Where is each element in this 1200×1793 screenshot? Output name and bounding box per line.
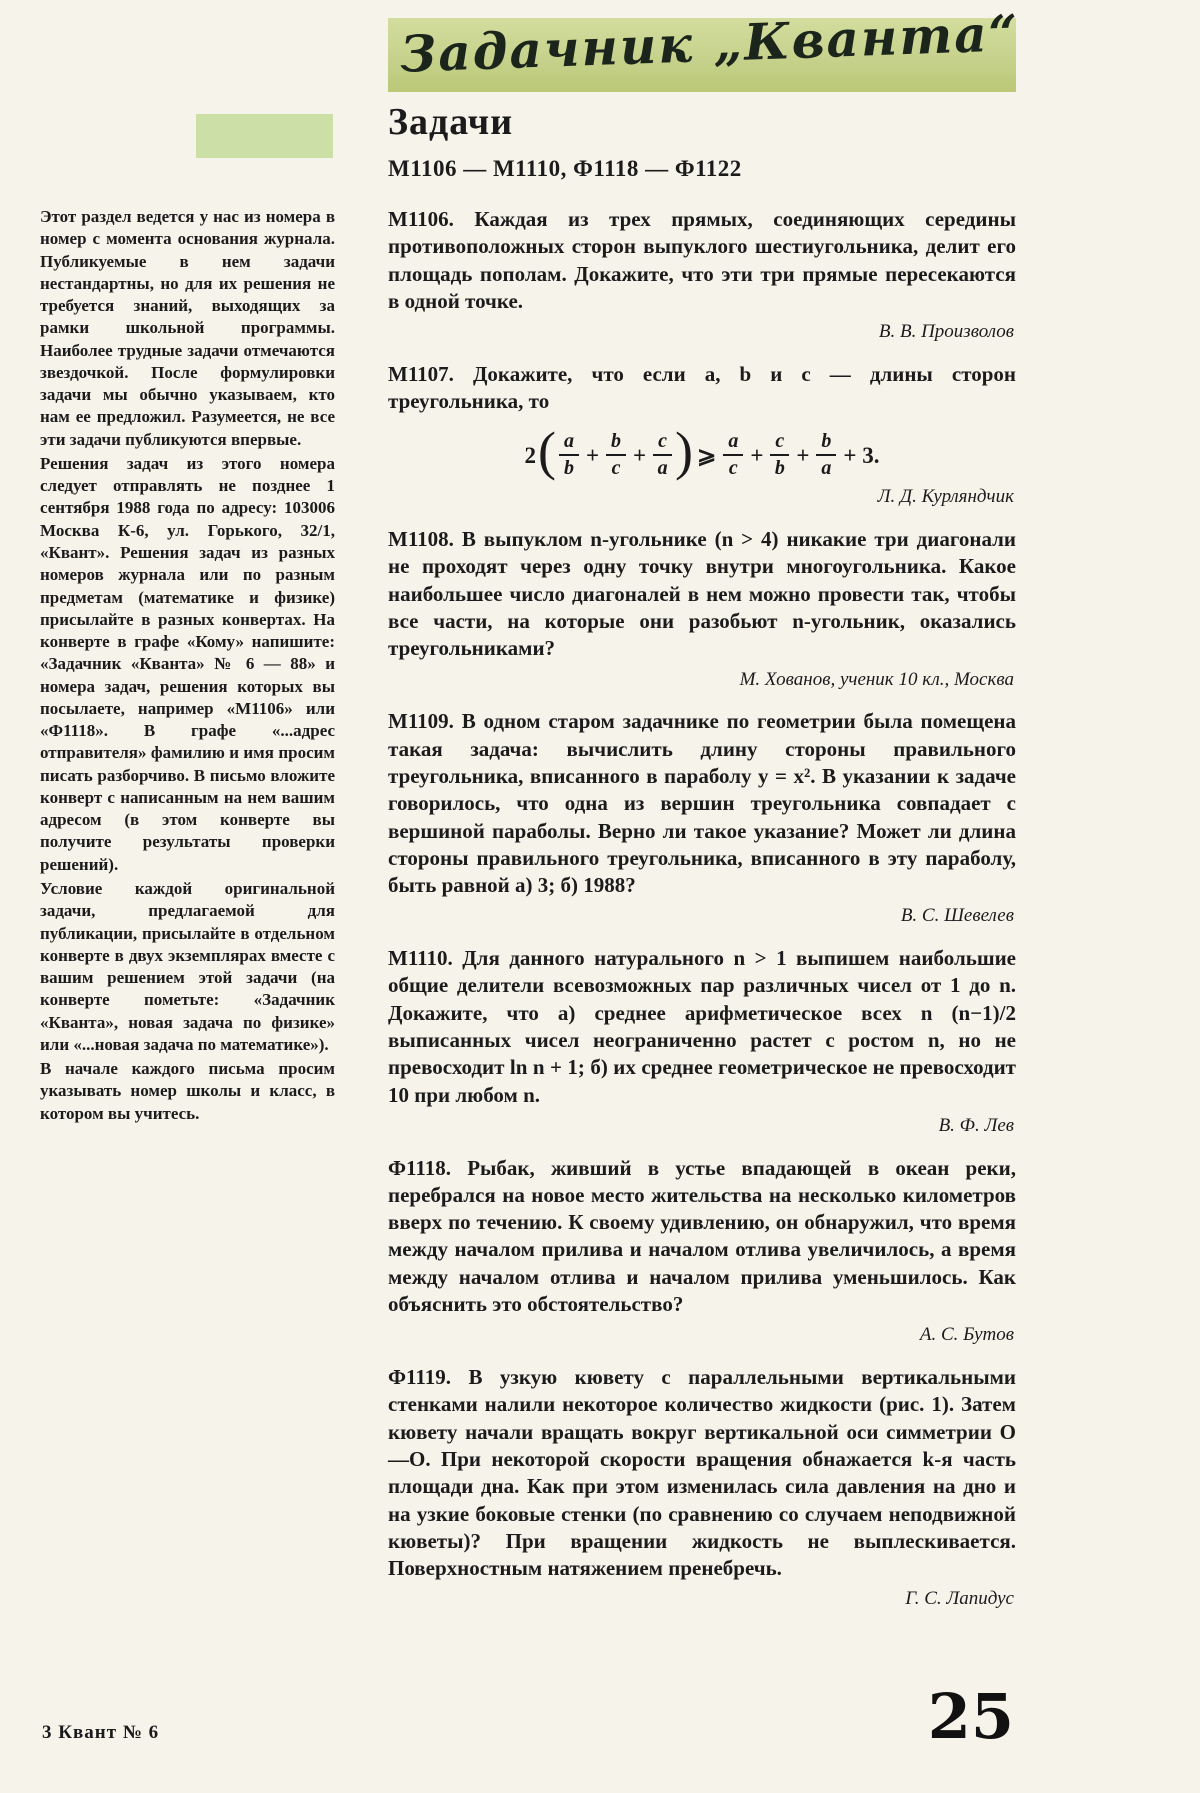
problem-author: Л. Д. Курляндчик: [877, 486, 1014, 508]
problem-statement: [388, 1155, 1016, 1319]
editorial-paragraph: В начале каждого письма просим указывать номер школы и класс, в котором вы учитесь.: [40, 1059, 335, 1123]
formula-tail: + 3.: [843, 442, 880, 468]
plus-operator: +: [585, 442, 600, 468]
problem-statement: [388, 945, 1016, 1109]
issue-signature: 3 Квант № 6: [42, 1722, 160, 1743]
problem-author: М. Хованов, ученик 10 кл., Москва: [739, 668, 1014, 690]
editorial-paragraph: Этот раздел ведется у нас из номера в номер с момента основания журнала. Публикуемые в нем задачи нестандартны, но для их решения не требуется знаний, выходящих за рамки школьной программы. Наиболее трудные задачи отмечаются звездочкой. После формулировки задачи мы обычно указываем, кто нам ее предложил. Разумеется, не все эти задачи публикуются впервые.: [40, 207, 335, 449]
editorial-column: [40, 206, 335, 1127]
close-paren: ): [675, 421, 694, 482]
problem-id: Ф1118.: [388, 1155, 451, 1180]
fraction: $\frac{a}{b}$: [559, 431, 579, 479]
problem-author: В. С. Шевелев: [900, 905, 1014, 927]
plus-operator: +: [750, 442, 764, 468]
problem-text: В выпуклом n-угольнике (n > 4) никакие три диагонали не проходят через одну точку внутри многоугольника. Какое наибольшее число диагоналей в нем можно провести так, чтобы все части, на которые они разобьют n-угольник, оказались треугольниками?: [388, 527, 1017, 661]
fraction: $\frac{b}{c}$: [606, 431, 626, 479]
fraction: $\frac{a}{c}$: [723, 431, 743, 479]
problem-statement: [388, 708, 1016, 899]
page-title: Задачи: [388, 101, 514, 143]
handwritten-section-title: Задачник „Кванта“: [399, 3, 1021, 84]
problem-author: Г. С. Лапидус: [905, 1588, 1014, 1610]
problem-text: Рыбак, живший в устье впадающей в океан реки, перебрался на новое место жительства на несколько километров вверх по течению. К своему удивлению, он обнаружил, что время между началом прилива и началом отлива увеличилось, а время между началом отлива и началом прилива уменьшилось. Как объяснить это обстоятельство?: [388, 1155, 1017, 1317]
page-number: 25: [927, 1680, 1014, 1753]
problem-text: Для данного натурального n > 1 выпишем наибольшие общие делители всевозможных пар различных чисел от 1 до n. Докажите, что а) среднее арифметическое всех n (n−1)/2 выписанных чисел неограниченно растет с ростом n, но не превосходит ln n + 1; б) их среднее геометрическое не превосходит 10 при любом n.: [388, 946, 1016, 1107]
fraction: $\frac{c}{a}$: [653, 431, 672, 479]
formula-coefficient: 2: [524, 442, 536, 468]
problem-text: В одном старом задачнике по геометрии была помещена такая задача: вычислить длину стороны правильного треугольника, вписанного в параболу y = x². В указании к задаче говорилось, что одна из вершин треугольника совпадает с вершиной параболы. Верно ли такое указание? Может ли длина стороны правильного треугольника, вписанного в эту параболу, быть равной а) 3; б) 1988?: [388, 709, 1016, 898]
problem-statement: [388, 206, 1016, 315]
problem-id: М1106.: [388, 207, 454, 231]
plus-operator: +: [633, 442, 647, 468]
problem-f1119: [388, 1364, 1016, 1612]
problem-m1108: [388, 526, 1016, 692]
problem-id: М1109.: [388, 709, 454, 734]
problem-author: В. Ф. Лев: [938, 1114, 1014, 1136]
editorial-paragraph: Решения задач из этого номера следует отправлять не позднее 1 сентября 1988 года по адресу: 103006 Москва К-6, ул. Горького, 32/1, «Квант». Решения задач из разных номеров журнала или по разным предметам (математике и физике) присылайте в разных конвертах. На конверте в графе «Кому» напишите: «Задачник «Кванта» № 6 — 88» и номера задач, решения которых вы посылаете, например «М1106» или «Ф1118». В графе «...адрес отправителя» фамилию и имя просим писать разборчиво. В письмо вложите конверт с написанным на нем вашим адресом (в этом конверте вы получите результаты проверки решений).: [40, 453, 335, 874]
problem-id: Ф1119.: [388, 1365, 451, 1390]
problem-m1110: [388, 945, 1016, 1138]
problem-id: М1108.: [388, 527, 454, 552]
problem-text: Каждая из трех прямых, соединяющих середины противоположных сторон выпуклого шестиугольника, делит его площадь пополам. Докажите, что эти три прямые пересекаются в одной точке.: [388, 207, 1016, 313]
plus-operator: +: [796, 442, 810, 468]
fraction: $\frac{c}{b}$: [770, 431, 789, 479]
problem-m1109: [388, 708, 1016, 929]
greater-equal-sign: ⩾: [697, 442, 717, 468]
green-marker: [196, 114, 333, 158]
open-paren: (: [537, 421, 556, 482]
problem-f1118: [388, 1155, 1016, 1348]
problem-m1107: [388, 361, 1016, 510]
problem-statement: [388, 361, 1016, 416]
problem-text: В узкую кювету с параллельными вертикальными стенками налили некоторое количество жидкости (рис. 1). Затем кювету начали вращать вокруг вертикальной оси симметрии О—О. При некоторой скорости вращения обнажается k-я часть площади дна. Как при этом изменилась сила давления на дно и на узкие боковые стенки (по сравнению со случаем неподвижной кюветы)? При вращении жидкость не выплескивается. Поверхностным натяжением пренебречь.: [388, 1365, 1016, 1581]
m1107-formula: [388, 421, 1016, 482]
problem-m1106: [388, 206, 1016, 345]
problem-id: М1107.: [388, 361, 454, 386]
problem-statement: [388, 526, 1016, 662]
problem-range-subtitle: М1106 — М1110, Ф1118 — Ф1122: [388, 156, 742, 181]
editorial-paragraph: Условие каждой оригинальной задачи, предлагаемой для публикации, присылайте в отдельном конверте в двух экземплярах вместе с вашим решением этой задачи (на конверте пометьте: «Задачник «Кванта», новая задача по физике» или «...новая задача по математике»).: [40, 878, 335, 1054]
problem-author: А. С. Бутов: [919, 1324, 1014, 1346]
problem-text: Докажите, что если a, b и c — длины сторон треугольника, то: [388, 361, 1017, 414]
problem-statement: [388, 1364, 1016, 1582]
fraction: $\frac{b}{a}$: [816, 431, 836, 479]
problem-id: М1110.: [388, 946, 453, 971]
problem-author: В. В. Произволов: [878, 321, 1014, 343]
problems-column: [388, 206, 1016, 1628]
